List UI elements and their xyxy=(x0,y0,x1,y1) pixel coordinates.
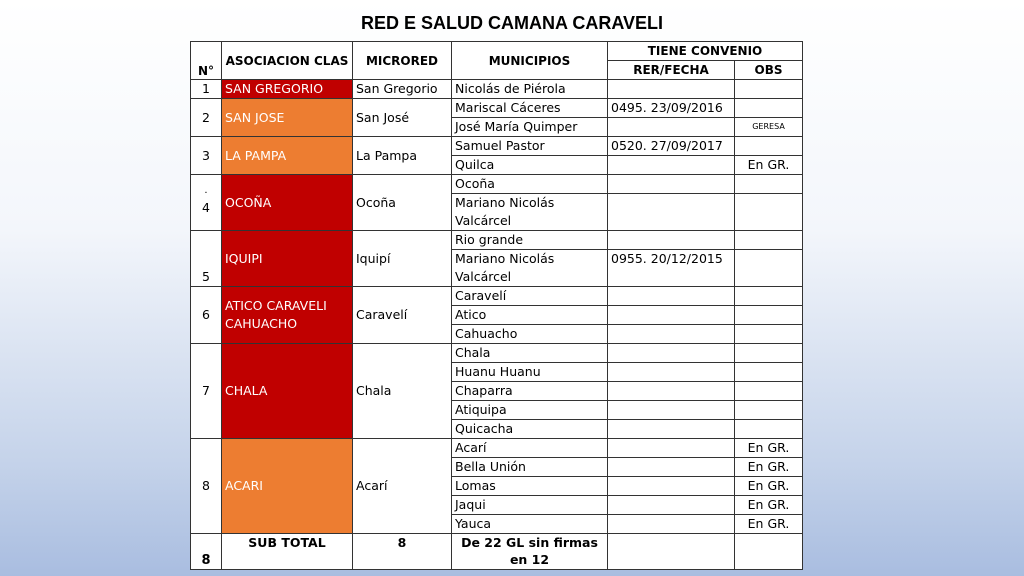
microred-cell: San Gregorio xyxy=(353,80,452,99)
obs-cell xyxy=(735,401,803,420)
municipio-cell: Chala xyxy=(452,344,608,363)
rer-fecha-cell xyxy=(608,80,735,99)
table-row xyxy=(191,439,803,458)
microred-cell: Ocoña xyxy=(353,175,452,231)
row-number-value: 4 xyxy=(202,199,210,215)
subtotal-label: SUB TOTAL xyxy=(222,534,353,570)
obs-cell: GERESA xyxy=(735,118,803,137)
header-obs: OBS xyxy=(735,61,803,80)
obs-cell xyxy=(735,325,803,344)
municipio-cell: Mariano Nicolás Valcárcel xyxy=(452,194,608,231)
obs-cell xyxy=(735,137,803,156)
clas-table xyxy=(190,41,803,570)
obs-cell xyxy=(735,363,803,382)
table-row xyxy=(191,344,803,363)
municipio-cell: Cahuacho xyxy=(452,325,608,344)
rer-fecha-cell xyxy=(608,439,735,458)
rer-fecha-cell: 0495. 23/09/2016 xyxy=(608,99,735,118)
municipio-cell: Jaqui xyxy=(452,496,608,515)
table-row xyxy=(191,287,803,306)
asociacion-cell: SAN GREGORIO xyxy=(222,80,353,99)
rer-fecha-cell xyxy=(608,363,735,382)
obs-cell: En GR. xyxy=(735,515,803,534)
asociacion-cell: OCOÑA xyxy=(222,175,353,231)
obs-cell xyxy=(735,420,803,439)
subtotal-municipios-note: De 22 GL sin firmas en 12 xyxy=(452,534,608,570)
rer-fecha-cell: 0955. 20/12/2015 xyxy=(608,250,735,287)
asociacion-cell: CHALA xyxy=(222,344,353,439)
municipio-cell: Atico xyxy=(452,306,608,325)
obs-cell: En GR. xyxy=(735,496,803,515)
municipio-cell: Ocoña xyxy=(452,175,608,194)
asociacion-cell: ACARI xyxy=(222,439,353,534)
microred-cell: Chala xyxy=(353,344,452,439)
microred-cell: Iquipí xyxy=(353,231,452,287)
rer-fecha-cell xyxy=(608,306,735,325)
subtotal-microred-count: 8 xyxy=(353,534,452,570)
municipio-cell: Caravelí xyxy=(452,287,608,306)
asociacion-cell: IQUIPI xyxy=(222,231,353,287)
rer-fecha-cell xyxy=(608,118,735,137)
header-num: N° xyxy=(191,42,222,80)
table-row xyxy=(191,99,803,118)
rer-fecha-cell xyxy=(608,344,735,363)
rer-fecha-cell xyxy=(608,515,735,534)
row-number: 2 xyxy=(191,99,222,137)
obs-cell xyxy=(735,344,803,363)
municipio-cell: Rio grande xyxy=(452,231,608,250)
rer-fecha-cell xyxy=(608,287,735,306)
table-row xyxy=(191,175,803,194)
row-number: 3 xyxy=(191,137,222,175)
microred-cell: Acarí xyxy=(353,439,452,534)
obs-cell: En GR. xyxy=(735,477,803,496)
row-mark: · xyxy=(204,187,208,199)
header-tiene-convenio: TIENE CONVENIO xyxy=(608,42,803,61)
obs-cell xyxy=(735,382,803,401)
clas-table-container xyxy=(190,41,802,570)
header-asociacion: ASOCIACION CLAS xyxy=(222,42,353,80)
subtotal-rer-empty xyxy=(608,534,735,570)
rer-fecha-cell xyxy=(608,458,735,477)
obs-cell xyxy=(735,287,803,306)
municipio-cell: Lomas xyxy=(452,477,608,496)
municipio-cell: Bella Unión xyxy=(452,458,608,477)
municipio-cell: Atiquipa xyxy=(452,401,608,420)
obs-cell xyxy=(735,194,803,231)
rer-fecha-cell xyxy=(608,401,735,420)
rer-fecha-cell xyxy=(608,175,735,194)
slide-title: RED E SALUD CAMANA CARAVELI xyxy=(360,13,663,33)
microred-cell: San José xyxy=(353,99,452,137)
rer-fecha-cell: 0520. 27/09/2017 xyxy=(608,137,735,156)
rer-fecha-cell xyxy=(608,382,735,401)
subtotal-obs-empty xyxy=(735,534,803,570)
subtotal-number: 8 xyxy=(191,534,222,570)
table-row xyxy=(191,231,803,250)
asociacion-cell: SAN JOSE xyxy=(222,99,353,137)
municipio-cell: Nicolás de Piérola xyxy=(452,80,608,99)
header-microred: MICRORED xyxy=(353,42,452,80)
rer-fecha-cell xyxy=(608,477,735,496)
obs-cell: En GR. xyxy=(735,439,803,458)
obs-cell xyxy=(735,306,803,325)
header-municipios: MUNICIPIOS xyxy=(452,42,608,80)
obs-cell xyxy=(735,99,803,118)
row-number: 5 xyxy=(191,231,222,287)
obs-cell: En GR. xyxy=(735,156,803,175)
rer-fecha-cell xyxy=(608,194,735,231)
rer-fecha-cell xyxy=(608,420,735,439)
obs-cell xyxy=(735,175,803,194)
municipio-cell: Mariscal Cáceres xyxy=(452,99,608,118)
obs-cell xyxy=(735,231,803,250)
municipio-cell: Quicacha xyxy=(452,420,608,439)
row-number xyxy=(191,175,222,231)
subtotal-row xyxy=(191,534,803,570)
row-number: 1 xyxy=(191,80,222,99)
rer-fecha-cell xyxy=(608,231,735,250)
row-number: 8 xyxy=(191,439,222,534)
microred-cell: La Pampa xyxy=(353,137,452,175)
rer-fecha-cell xyxy=(608,156,735,175)
rer-fecha-cell xyxy=(608,325,735,344)
header-rer-fecha: RER/FECHA xyxy=(608,61,735,80)
municipio-cell: Mariano Nicolás Valcárcel xyxy=(452,250,608,287)
header-row-1 xyxy=(191,42,803,61)
obs-cell: En GR. xyxy=(735,458,803,477)
obs-cell xyxy=(735,250,803,287)
rer-fecha-cell xyxy=(608,496,735,515)
municipio-cell: Quilca xyxy=(452,156,608,175)
municipio-cell: Yauca xyxy=(452,515,608,534)
table-row xyxy=(191,80,803,99)
row-number: 7 xyxy=(191,344,222,439)
microred-cell: Caravelí xyxy=(353,287,452,344)
municipio-cell: José María Quimper xyxy=(452,118,608,137)
municipio-cell: Samuel Pastor xyxy=(452,137,608,156)
row-number: 6 xyxy=(191,287,222,344)
asociacion-cell: LA PAMPA xyxy=(222,137,353,175)
table-row xyxy=(191,137,803,156)
obs-cell xyxy=(735,80,803,99)
municipio-cell: Acarí xyxy=(452,439,608,458)
municipio-cell: Chaparra xyxy=(452,382,608,401)
asociacion-cell: ATICO CARAVELI CAHUACHO xyxy=(222,287,353,344)
municipio-cell: Huanu Huanu xyxy=(452,363,608,382)
